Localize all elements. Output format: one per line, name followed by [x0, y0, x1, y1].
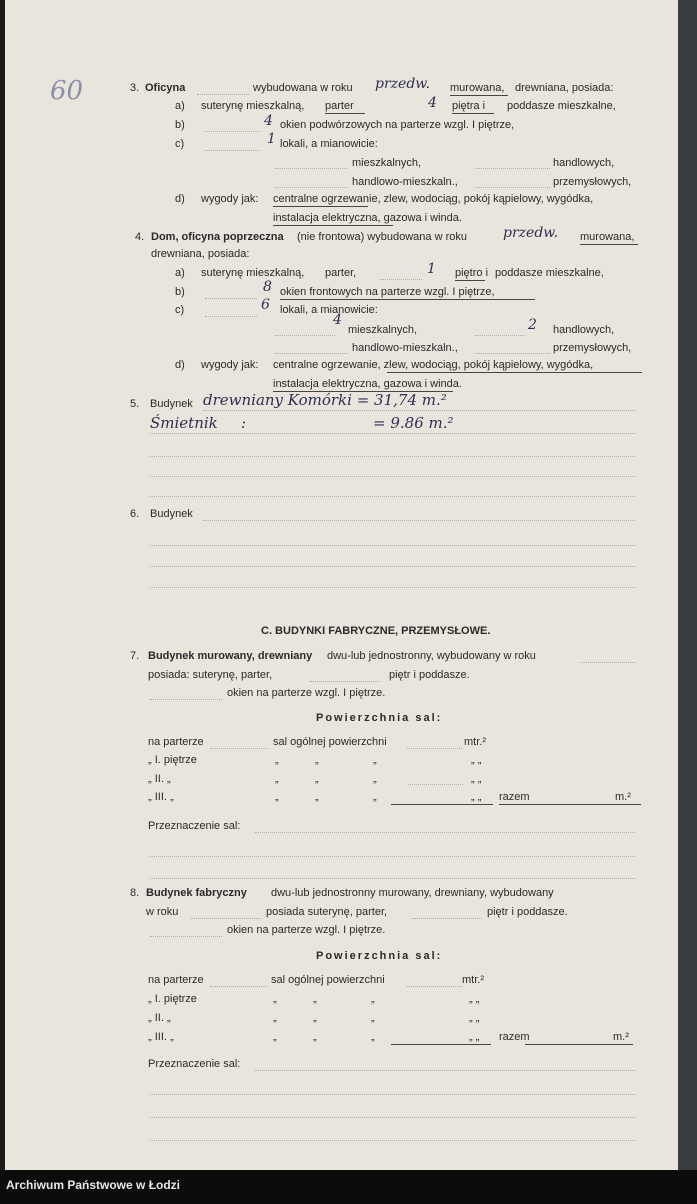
- s4-d-label: d): [175, 359, 185, 371]
- s3-d-text1: wygody jak:: [201, 193, 259, 205]
- s4-a-attic: poddasze mieszkalne,: [495, 267, 604, 279]
- s4-d-text2: centralne ogrzewanie, zlew, wodociąg, pokój kąpielowy, wygódka,: [273, 359, 594, 371]
- s3-c-label: c): [175, 138, 185, 150]
- s7-number: 7.: [130, 650, 140, 662]
- s3-year-handwritten: przedw.: [375, 76, 431, 92]
- s4-handl-handwritten: 2: [528, 317, 537, 333]
- s3-material: murowana,: [450, 82, 505, 94]
- s8-row2-label: „ I. piętrze: [148, 993, 197, 1005]
- s7-title: Budynek murowany, drewniany: [148, 650, 313, 662]
- s3-handlowo: handlowo-mieszkaln.,: [352, 176, 458, 188]
- s5-label: Budynek: [150, 398, 193, 410]
- s7-row3-q3: „: [373, 773, 377, 785]
- s3-d-text3: instalacja elektryczna, gazowa i winda.: [273, 212, 462, 224]
- s4-a-parter: parter,: [325, 267, 357, 279]
- s7-razem: razem: [499, 791, 530, 803]
- s8-razem: razem: [499, 1031, 530, 1043]
- s6-number: 6.: [130, 508, 140, 520]
- s8-przeznaczenie: Przeznaczenie sal:: [148, 1058, 241, 1070]
- s3-mieszkalnych: mieszkalnych,: [352, 157, 422, 169]
- s3-a-floors-handwritten: 4: [428, 95, 437, 111]
- s4-d-text1: wygody jak:: [201, 359, 259, 371]
- s3-b-text: okien podwórzowych na parterze wzgl. I piętrze,: [280, 119, 515, 131]
- s7-row3-q2: „: [315, 773, 319, 785]
- s7-row4-label: „ III. „: [148, 791, 174, 803]
- s7-row3-label: „ II. „: [148, 773, 171, 785]
- s8-w-roku: w roku: [146, 906, 179, 918]
- s4-c-text: lokali, a mianowicie:: [280, 304, 378, 316]
- s4-mieszkalnych: mieszkalnych,: [348, 324, 418, 336]
- s8-row2-q3: „: [371, 993, 375, 1005]
- s4-mieszk-handwritten: 4: [333, 312, 342, 328]
- s8-m2: m.²: [613, 1031, 629, 1043]
- s4-przemyslowych: przemysłowych,: [553, 342, 632, 354]
- s3-a-attic: poddasze mieszkalne,: [507, 100, 616, 112]
- s4-a-floors-handwritten: 1: [427, 261, 436, 277]
- s8-row1-unit: mtr.²: [462, 974, 484, 986]
- archive-footer: [0, 1170, 697, 1204]
- s3-a-text: suterynę mieszkalną,: [201, 100, 305, 112]
- s4-c-label: c): [175, 304, 185, 316]
- s7-row4-q4: „ „: [471, 791, 482, 803]
- s5-number: 5.: [130, 398, 140, 410]
- s8-row3-q3: „: [371, 1012, 375, 1024]
- s8-row3-label: „ II. „: [148, 1012, 171, 1024]
- section-c-title: C. BUDYNKI FABRYCZNE, PRZEMYSŁOWE.: [261, 625, 491, 637]
- s8-row4-q1: „: [273, 1031, 277, 1043]
- s4-d-text3: instalacja elektryczna, gazowa i winda.: [273, 378, 462, 390]
- s8-okien: okien na parterze wzgl. I piętrze.: [227, 924, 386, 936]
- s4-number: 4.: [135, 231, 145, 243]
- s8-number: 8.: [130, 887, 140, 899]
- s7-row2-q3: „: [373, 754, 377, 766]
- s7-row1-text: sal ogólnej powierzchni: [273, 736, 387, 748]
- s3-b-label: b): [175, 119, 185, 131]
- s4-a-label: a): [175, 267, 185, 279]
- s5-line1-handwritten: drewniany Komórki = 31,74 m.²: [203, 391, 447, 409]
- s5-line2-value: = 9.86 m.²: [373, 414, 454, 432]
- s7-row2-q1: „: [275, 754, 279, 766]
- s8-row4-label: „ III. „: [148, 1031, 174, 1043]
- document-edge: [678, 0, 697, 1170]
- s4-b-handwritten: 8: [263, 279, 272, 295]
- s8-powierzchnia: Powierzchnia sal:: [316, 950, 443, 962]
- archive-name: Archiwum Państwowe w Łodzi: [6, 1178, 181, 1192]
- s7-powierzchnia: Powierzchnia sal:: [316, 712, 443, 724]
- s5-line2-handwritten: Śmietnik: [150, 414, 218, 432]
- s3-b-handwritten: 4: [264, 113, 273, 129]
- s7-row2-q2: „: [315, 754, 319, 766]
- s8-pietr: piętr i poddasze.: [487, 906, 568, 918]
- s3-title: Oficyna: [145, 82, 186, 94]
- s8-title: Budynek fabryczny: [146, 887, 247, 899]
- s7-przeznaczenie: Przeznaczenie sal:: [148, 820, 241, 832]
- s8-row4-q3: „: [371, 1031, 375, 1043]
- s4-b-label: b): [175, 286, 185, 298]
- s8-row2-q4: „ „: [469, 993, 480, 1005]
- s3-a-label: a): [175, 100, 185, 112]
- s8-row2-q2: „: [313, 993, 317, 1005]
- s7-row4-q2: „: [315, 791, 319, 803]
- s4-a-text: suterynę mieszkalną,: [201, 267, 305, 279]
- s7-row1-unit: mtr.²: [464, 736, 486, 748]
- s8-row4-q4: „ „: [469, 1031, 480, 1043]
- s7-text1: dwu-lub jednostronny, wybudowany w roku: [327, 650, 536, 662]
- s7-okien: okien na parterze wzgl. I piętrze.: [227, 687, 386, 699]
- s8-row4-q2: „: [313, 1031, 317, 1043]
- s7-row4-q3: „: [373, 791, 377, 803]
- s6-label: Budynek: [150, 508, 193, 520]
- s3-material-2: drewniana, posiada:: [515, 82, 614, 94]
- s4-handlowych: handlowych,: [553, 324, 615, 336]
- s3-przemyslowych: przemysłowych,: [553, 176, 632, 188]
- s5-line2-colon: :: [241, 414, 247, 432]
- s4-b-text: okien frontowych na parterze wzgl. I piętrze,: [280, 286, 495, 298]
- s7-row2-q4: „ „: [471, 754, 482, 766]
- s3-a-parter: parter: [325, 100, 354, 112]
- s8-row1-label: na parterze: [148, 974, 204, 986]
- s4-material: murowana,: [580, 231, 635, 243]
- s7-posiada: posiada: suterynę, parter,: [148, 669, 273, 681]
- s7-row2-label: „ I. piętrze: [148, 754, 197, 766]
- s8-posiada: posiada suterynę, parter,: [266, 906, 388, 918]
- s8-row2-q1: „: [273, 993, 277, 1005]
- s8-row3-q2: „: [313, 1012, 317, 1024]
- s4-a-pietra: piętro i: [455, 267, 489, 279]
- handwritten-page-number: 60: [50, 76, 84, 106]
- s4-year-handwritten: przedw.: [503, 225, 559, 241]
- s3-d-text2: centralne ogrzewanie, zlew, wodociąg, pokój kąpielowy, wygódka,: [273, 193, 594, 205]
- s4-built-label: (nie frontowa) wybudowana w roku: [297, 231, 467, 243]
- s3-a-pietra: piętra i: [452, 100, 486, 112]
- s4-c-handwritten: 6: [261, 297, 270, 313]
- s8-text1: dwu-lub jednostronny murowany, drewniany, wybudowany: [271, 887, 554, 899]
- s3-c-handwritten: 1: [267, 131, 276, 147]
- s7-row4-q1: „: [275, 791, 279, 803]
- s4-line2: drewniana, posiada:: [151, 248, 250, 260]
- s7-pietr: piętr i poddasze.: [389, 669, 470, 681]
- s3-d-label: d): [175, 193, 185, 205]
- s3-c-text: lokali, a mianowicie:: [280, 138, 378, 150]
- s7-row3-q1: „: [275, 773, 279, 785]
- s7-row1-label: na parterze: [148, 736, 204, 748]
- s7-m2: m.²: [615, 791, 631, 803]
- s3-number: 3.: [130, 82, 140, 94]
- s8-row3-q1: „: [273, 1012, 277, 1024]
- s8-row1-text: sal ogólnej powierzchni: [271, 974, 385, 986]
- s4-title: Dom, oficyna poprzeczna: [151, 231, 284, 243]
- s8-row3-q4: „ „: [469, 1012, 480, 1024]
- s3-handlowych: handlowych,: [553, 157, 615, 169]
- s3-built-label: wybudowana w roku: [253, 82, 353, 94]
- s7-row3-q4: „ „: [471, 773, 482, 785]
- document-sheet: [5, 0, 678, 1170]
- s4-handlowo: handlowo-mieszkaln.,: [352, 342, 458, 354]
